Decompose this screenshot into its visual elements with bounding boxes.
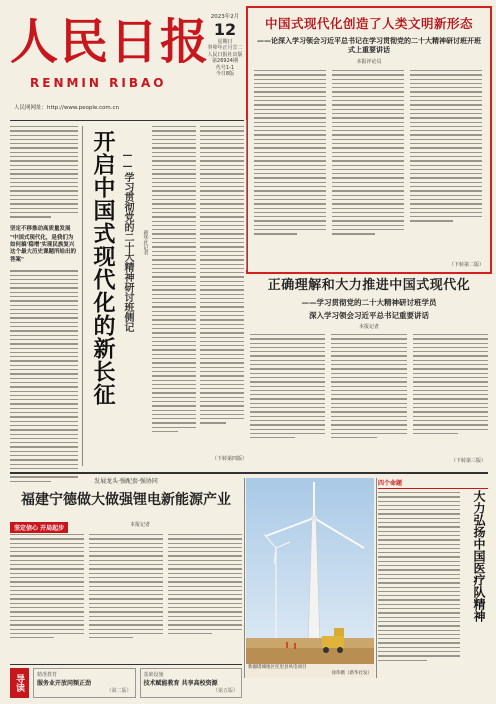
left-kicker: 坚定不移推动高质量发展 [10,225,71,232]
guide-item-0-page: （第二版） [106,688,132,694]
second-subtitle-1: ——学习贯彻党的二十大精神研讨班学员 [301,298,437,307]
commentary-col-1 [152,126,196,456]
second-col-3 [413,334,488,458]
guide-item-1-page: （第五版） [212,688,238,694]
guide-item-0-text: 服务业开放同频正劲 [37,680,92,687]
photo-caption-bar [246,664,374,678]
medical-header: 四个命题 [378,478,488,489]
left-col-text-bottom [10,270,78,482]
photo-credit: 徐伟摄（新华社发） [331,671,372,677]
masthead [10,10,246,118]
second-continued: （下转第三版） [450,457,486,464]
energy-col-1 [10,534,84,658]
left-quote: "中国式现代化，是我们为如何搞‘稳增’实现民族复兴这个最大历史课题所给出的答案" [10,234,77,263]
wind-farm-photo[interactable] [246,478,374,678]
issue-number: 第26924期 [212,58,238,65]
second-col-1 [250,334,325,458]
energy-byline: 本报记者 [130,522,151,528]
column-rule-1 [246,120,247,270]
guide-item-1[interactable] [140,668,243,698]
energy-title: 福建宁德做大做强锂电新能源产业 [21,491,231,508]
guide-rule [10,664,242,665]
second-title: 正确理解和大力推进中国式现代化 [267,278,471,293]
guide-label: 导读 [10,668,29,698]
second-col-2 [331,334,406,458]
second-article[interactable] [250,274,488,464]
lead-body [254,70,482,260]
guide-item-0[interactable] [33,668,136,698]
commentary-col-2 [200,126,244,456]
cn-code: 代号1-1 [215,64,235,71]
medical-body [378,492,460,676]
date-year-month: 2023年2月 [210,14,240,20]
guide-item-1-tag: 基础设施 [143,672,164,678]
weekday: 星期日 [217,38,233,45]
lead-subtitle: ——论深入学习领会习近平总书记在学习贯彻党的二十大精神研讨班开班式上重要讲话 [257,36,481,55]
lead-title: 中国式现代化创造了人类文明新形态 [264,16,473,31]
commentary-byline: 新华社记者 [142,230,149,255]
lead-col-2 [332,70,404,260]
lunar-date: 癸卯年正月廿二 [207,45,243,52]
date-day: 12 [213,20,237,40]
left-col-text-top [10,126,78,218]
commentary-subtitle: ——学习贯彻党的二十大精神研讨班侧记 [122,150,133,332]
lead-col-3 [410,70,482,260]
issue-count: 今日8版 [215,71,235,78]
lead-article[interactable] [246,6,492,274]
commentary-body [152,126,244,456]
energy-col-3 [168,534,242,658]
energy-col-2 [89,534,163,658]
energy-article[interactable] [10,478,242,660]
masthead-roman: RENMIN RIBAO [30,76,167,90]
column-rule-3 [244,478,245,678]
energy-body [10,534,242,658]
photo-caption: 新疆塔城地区托里县风电项目 [248,665,307,671]
lead-continued: （下转第二版） [448,261,484,268]
guide-item-1-text: 技术赋能教育 共享高校资源 [143,680,218,687]
lead-byline: 本报评论员 [356,58,382,65]
medical-team-article[interactable] [378,478,488,678]
medical-col [378,492,460,661]
masthead-rule [10,120,244,121]
column-rule-4 [376,478,377,678]
section-rule [10,472,488,474]
publisher: 人民日报社出版 [207,51,243,58]
lead-col-1 [254,70,326,260]
second-body [250,334,488,458]
energy-section-label: 坚定信心 开局起步 [10,522,68,533]
masthead-logo: 人民日报 [10,14,211,70]
second-subtitle-2: 深入学习领会习近平总书记重要讲话 [309,311,429,320]
commentary-continued: （下转第四版） [212,456,248,462]
column-rule-2 [82,126,83,466]
commentary-title: 开启中国式现代化的新长征 [90,130,116,406]
guide-bar [10,668,242,698]
medical-title: 大力弘扬中国医疗队精神 [472,490,486,622]
second-byline: 本报记者 [358,324,379,330]
guide-item-0-tag: 精准教育 [37,672,58,678]
date-block [198,14,252,78]
website: 人民网网址：http://www.people.com.cn [14,105,119,111]
energy-kicker: 发展龙头·强配套·强协同 [94,478,158,485]
wind-turbine-image [246,478,374,678]
